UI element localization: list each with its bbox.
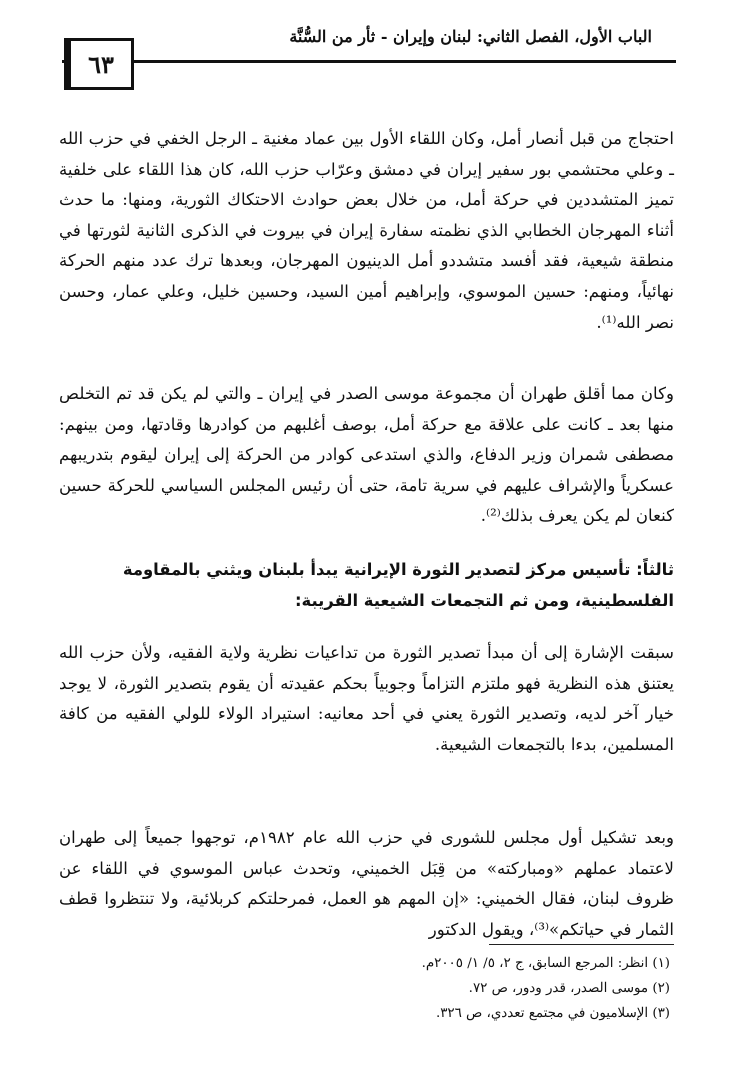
page-number-box (64, 38, 134, 90)
paragraph-1: احتجاج من قبل أنصار أمل، وكان اللقاء الأول بين عماد مغنية ـ الرجل الخفي في حزب الله ـ وعلي محتشمي بور سفير إيران في دمشق وعرّاب حزب الله، كان هذا اللقاء على خلفية تميز المتشددين في حركة أمل، من خلال بعض حوادث الاحتكاك الثورية، ومنها: ما حدث أثناء المهرجان الخطابي الذي نظمته سفارة إيران في بيروت في الذكرى الثانية لثورتها في منطقة شيعية، فقد أفسد متشددو أمل الدينيون المهرجان، وبعدها ترك عدد منهم الحركة نهائياً، ومنهم: حسين الموسوي، وإبراهيم أمين السيد، وحسين خليل، وعلي عمار، وحسن نصر الله⁽¹⁾. (59, 129, 674, 332)
footnote-2: (٢) موسى الصدر، قدر ودور، ص ٧٢. (468, 981, 670, 996)
footnote-3: (٣) الإسلاميون في مجتمع تعددي، ص ٣٢٦. (435, 1006, 670, 1021)
footnotes (70, 951, 670, 1026)
page-number: ٦٣ (88, 49, 114, 79)
footnote-1: (١) انظر: المرجع السابق، ج ٢، ٥/ ١/ ٢٠٠٥م. (421, 956, 670, 971)
paragraph-4: وبعد تشكيل أول مجلس للشورى في حزب الله عام ١٩٨٢م، توجهوا جميعاً إلى طهران لاعتماد عملهم «ومباركته» من قِبَل الخميني، وتحدث عباس الموسوي في اللقاء عن ظروف لبنان، فقال الخميني: «إن المهم هو العمل، فمرحلتكم كربلائية، ولا تنتظروا قطف الثمار في حياتكم»⁽³⁾، ويقول الدكتور (59, 828, 674, 939)
section-heading: ثالثاً: تأسيس مركز لتصدير الثورة الإيرانية يبدأ بلبنان ويثني بالمقاومة الفلسطينية، ومن ثم التجمعات الشيعية القريبة: (122, 560, 674, 610)
footnote-separator (489, 944, 674, 945)
running-header-title: الباب الأول، الفصل الثاني: لبنان وإيران - ثأر من السُّنَّة (289, 27, 652, 46)
header-rule (62, 60, 676, 63)
paragraph-2: وكان مما أقلق طهران أن مجموعة موسى الصدر في إيران ـ والتي لم يكن قد تم التخلص منها بعد ـ كانت على علاقة مع حركة أمل، بوصف أغلبهم من كوادرها وقادتها، ومن بينهم: مصطفى شمران وزير الدفاع، والذي استدعى كوادر من الحركة إلى إيران ليقوم بتدريبهم عسكرياً والإشراف عليهم في سرية تامة، حتى أن رئيس المجلس السياسي للحركة حسين كنعان لم يكن يعرف بذلك⁽²⁾. (59, 384, 674, 526)
paragraph-3: سبقت الإشارة إلى أن مبدأ تصدير الثورة من تداعيات نظرية ولاية الفقيه، ولأن حزب الله يعتنق هذه النظرية فهو ملتزم التزاماً وجوبياً بحكم عقيدته أن يقوم بتصدير الثورة، لا يوجد خيار آخر لديه، وتصدير الثورة يعني في أحد معانيه: استيراد الولاء للولي الفقيه من كافة المسلمين، بدءا بالتجمعات الشيعية. (59, 643, 674, 754)
